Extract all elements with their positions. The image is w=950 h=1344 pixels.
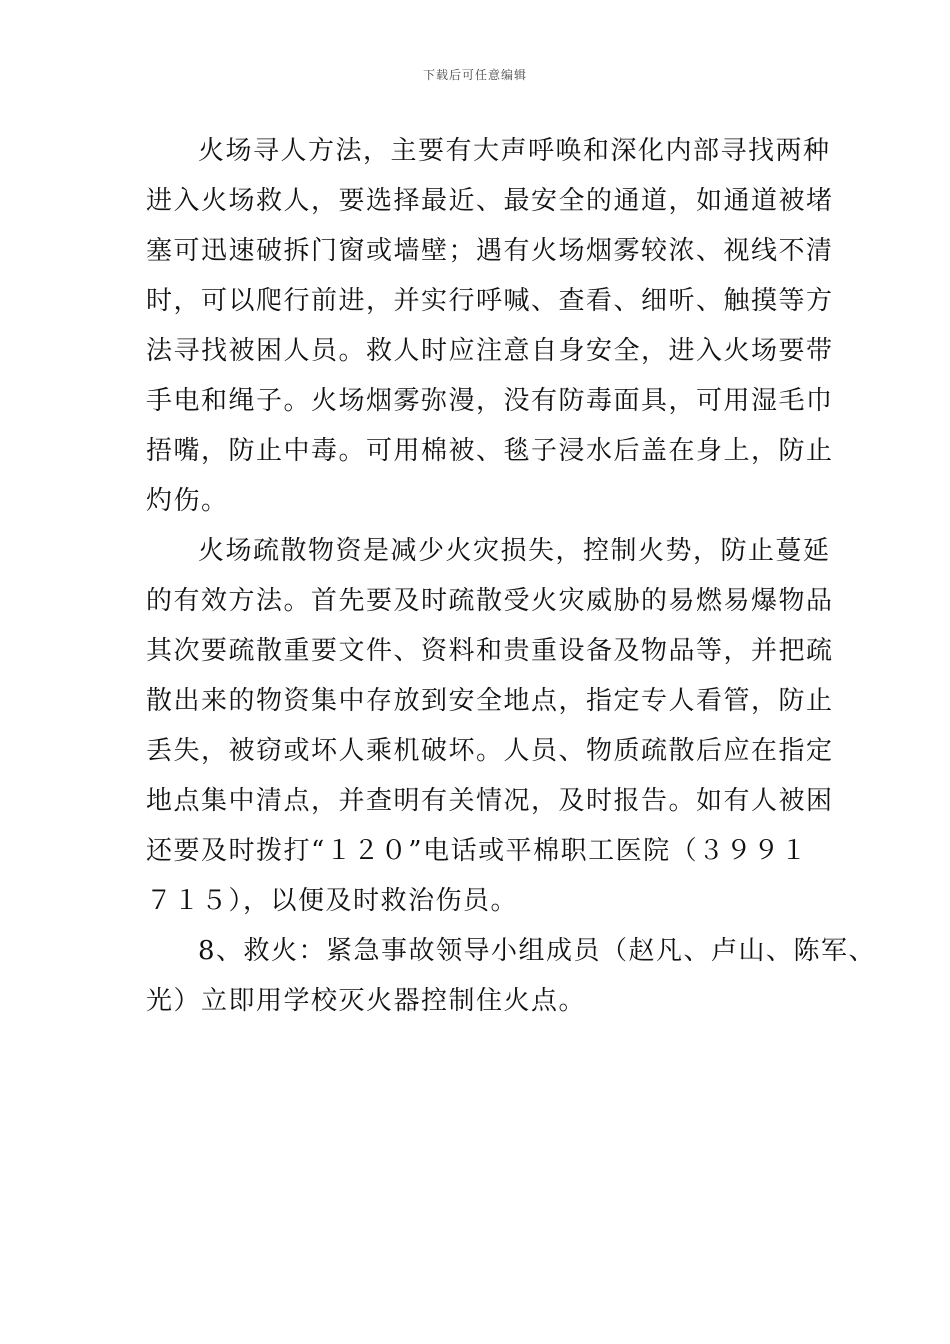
paragraph-line: 火场寻人方法，主要有大声呼唤和深化内部寻找两种 [198, 136, 831, 166]
paragraph-line: 其次要疏散重要文件、资料和贵重设备及物品等，并把疏 [146, 636, 834, 666]
document-body [146, 126, 877, 1026]
paragraph-line: 火场疏散物资是减少火灾损失，控制火势，防止蔓延 [198, 536, 831, 566]
paragraph-line: 灼伤。 [146, 486, 229, 516]
paragraph-line: 时，可以爬行前进，并实行呼喊、查看、细听、触摸等方 [146, 286, 834, 316]
paragraph-line: 的有效方法。首先要及时疏散受火灾威胁的易燃易爆物品 [146, 586, 834, 616]
paragraph-line: 手电和绳子。火场烟雾弥漫，没有防毒面具，可用湿毛巾 [146, 386, 834, 416]
paragraph-line: 丢失，被窃或坏人乘机破坏。人员、物质疏散后应在指定 [146, 736, 834, 766]
page-header-note: 下载后可任意编辑 [422, 68, 527, 82]
paragraph-line: 地点集中清点，并查明有关情况，及时报告。如有人被困 [146, 786, 834, 816]
paragraph-line: 塞可迅速破拆门窗或墙壁；遇有火场烟雾较浓、视线不清 [146, 236, 834, 266]
paragraph-line: ７１５），以便及时救治伤员。 [146, 886, 519, 916]
paragraph-line: 进入火场救人，要选择最近、最安全的通道，如通道被堵 [146, 186, 834, 216]
paragraph-line: 散出来的物资集中存放到安全地点，指定专人看管，防止 [146, 686, 834, 716]
paragraph-line: 捂嘴，防止中毒。可用棉被、毯子浸水后盖在身上，防止 [146, 436, 834, 466]
paragraph-line: 法寻找被困人员。救人时应注意自身安全，进入火场要带 [146, 336, 834, 366]
paragraph-line: 8、救火：紧急事故领导小组成员（赵凡、卢山、陈军、 [198, 936, 877, 966]
paragraph-line: 还要及时拨打“１２０”电话或平棉职工医院（３９９１ [146, 836, 809, 866]
paragraph-line: 光）立即用学校灭火器控制住火点。 [146, 986, 587, 1016]
